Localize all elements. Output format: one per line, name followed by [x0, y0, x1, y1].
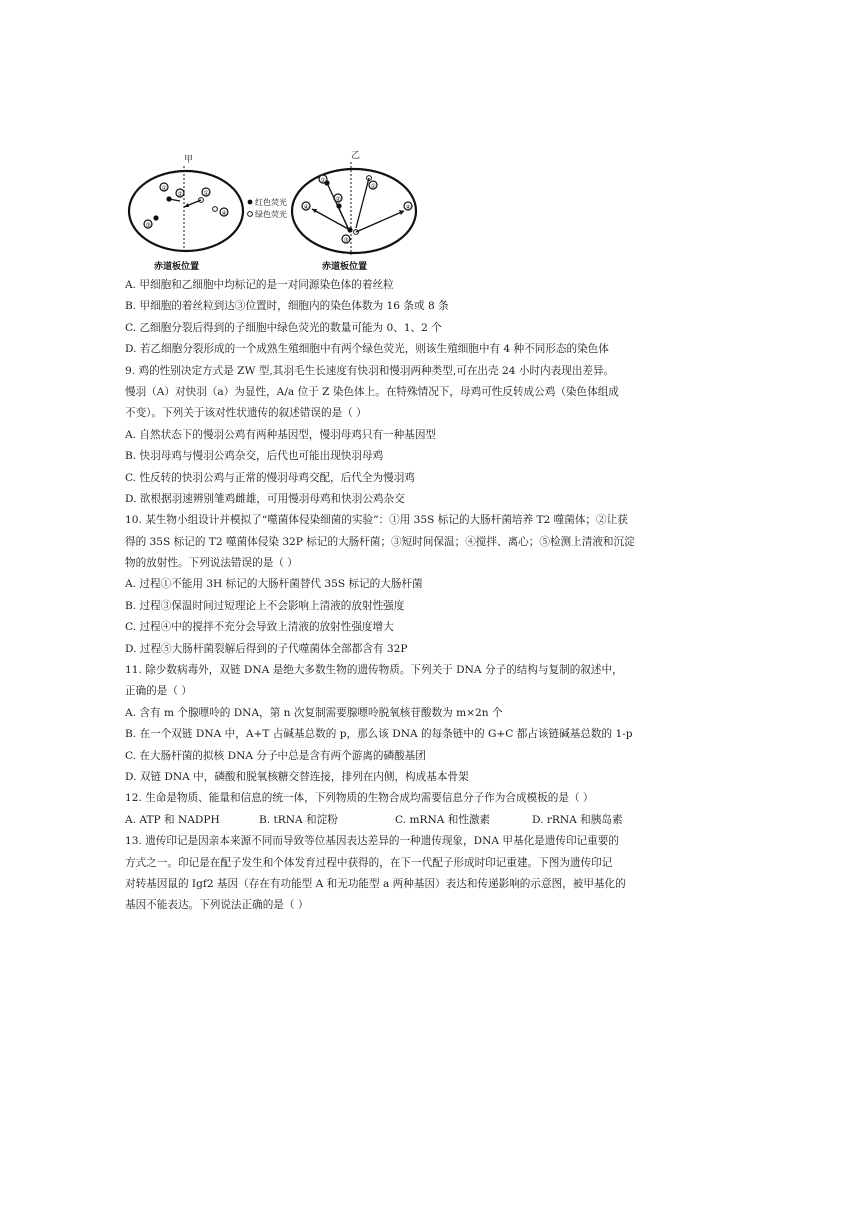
green-dot: [213, 207, 218, 212]
q10-stem-1: 10. 某生物小组设计并模拟了“噬菌体侵染细菌的实验”：①用 35S 标记的大肠杆菌培养 T2 噬菌体；②让获: [125, 514, 628, 527]
legend-red-label: 红色荧光: [255, 198, 287, 207]
q9-stem-3: 不变）。下列关于该对性状遗传的叙述错误的是（ ）: [125, 407, 367, 420]
legend-green-dot: [248, 212, 253, 217]
q12-option-d: D. rRNA 和胰岛素: [532, 813, 623, 826]
q13-stem-1: 13. 遗传印记是因亲本来源不同而导致等位基因表达差异的一种遗传现象，DNA 甲基化是遗传印记重要的: [125, 835, 619, 848]
q12-option-a: A. ATP 和 NADPH: [125, 813, 220, 826]
q10-option-a: A. 过程①不能用 3H 标记的大肠杆菌替代 35S 标记的大肠杆菌: [125, 578, 423, 591]
q9-option-c: C. 性反转的快羽公鸡与正常的慢羽母鸡交配，后代全为慢羽鸡: [125, 471, 415, 484]
q10-option-b: B. 过程③保温时间过短理论上不会影响上清液的放射性强度: [125, 599, 405, 612]
marker-label: ①: [370, 183, 376, 190]
q12-option-c: C. mRNA 和性激素: [395, 813, 491, 826]
q11-option-d: D. 双链 DNA 中，磷酸和脱氧核糖交替连接，排列在内侧，构成基本骨架: [125, 770, 469, 783]
cell-yi-outline: [292, 169, 416, 253]
q8-option-b: B. 甲细胞的着丝粒到达③位置时，细胞内的染色体数为 16 条或 8 条: [125, 300, 449, 313]
q10-option-c: C. 过程④中的搅拌不充分会导致上清液的放射性强度增大: [125, 621, 394, 634]
marker-label: ②: [335, 196, 341, 203]
label-yi: 乙: [351, 151, 361, 161]
q11-option-a: A. 含有 m 个腺嘌呤的 DNA，第 n 次复制需要腺嘌呤脱氧核苷酸数为 m×2n 个: [125, 706, 503, 719]
question-content: [125, 275, 685, 917]
marker-label: ②: [177, 191, 183, 198]
legend-red-dot: [248, 200, 253, 205]
q8-option-d: D. 若乙细胞分裂形成的一个成熟生殖细胞中有两个绿色荧光，则该生殖细胞中有 4 种不同形态的染色体: [125, 343, 609, 356]
caption-jia: 赤道板位置: [154, 262, 200, 272]
marker-label: ③: [145, 222, 151, 229]
marker-label: ①: [320, 177, 326, 184]
q10-option-d: D. 过程⑤大肠杆菌裂解后得到的子代噬菌体全部都含有 32P: [125, 642, 408, 655]
q11-stem-1: 11. 除少数病毒外，双链 DNA 是绝大多数生物的遗传物质。下列关于 DNA 分子的结构与复制的叙述中，: [125, 664, 623, 677]
marker-label: ①: [203, 190, 209, 197]
marker-label: ④: [303, 204, 309, 211]
q12-stem: 12. 生命是物质、能量和信息的统一体，下列物质的生物合成均需要信息分子作为合成模板的是（ ）: [125, 792, 594, 805]
q12-options: [125, 810, 685, 831]
q13-stem-4: 基因不能表达。下列说法正确的是（ ）: [125, 899, 309, 912]
marker-label: ④: [405, 204, 411, 211]
q11-option-c: C. 在大肠杆菌的拟核 DNA 分子中总是含有两个游离的磷酸基团: [125, 749, 426, 762]
legend-green-label: 绿色荧光: [255, 210, 287, 219]
red-dot: [153, 215, 158, 220]
q12-option-b: B. tRNA 和淀粉: [259, 813, 338, 826]
q11-stem-2: 正确的是（ ）: [125, 685, 192, 698]
q9-option-b: B. 快羽母鸡与慢羽公鸡杂交，后代也可能出现快羽母鸡: [125, 450, 384, 463]
q10-stem-2: 得的 35S 标记的 T2 噬菌体侵染 32P 标记的大肠杆菌；③短时间保温；④搅拌、离心；⑤检测上清液和沉淀: [125, 535, 635, 548]
q9-stem-2: 慢羽（A）对快羽（a）为显性，A/a 位于 Z 染色体上。在特殊情况下，母鸡可性反转成公鸡（染色体组成: [125, 385, 619, 398]
cell-division-figure: [124, 148, 436, 272]
q11-option-b: B. 在一个双链 DNA 中，A+T 占碱基总数的 p，那么该 DNA 的每条链中的 G+C 都占该链碱基总数的 1-p: [125, 728, 633, 741]
q10-stem-3: 物的放射性。下列说法错误的是（ ）: [125, 557, 298, 570]
q9-stem-1: 9. 鸡的性别决定方式是 ZW 型,其羽毛生长速度有快羽和慢羽两种类型,可在出壳 24 小时内表现出差异。: [125, 364, 615, 377]
chromosome-fluorescence-diagram: [124, 148, 436, 272]
q8-option-c: C. 乙细胞分裂后得到的子细胞中绿色荧光的数量可能为 0、1、2 个: [125, 321, 442, 334]
q9-option-a: A. 自然状态下的慢羽公鸡有两种基因型，慢羽母鸡只有一种基因型: [125, 428, 437, 441]
marker-label: ③: [343, 237, 349, 244]
q13-stem-3: 对转基因鼠的 Igf2 基因（存在有功能型 A 和无功能型 a 两种基因）表达和传递影响的示意图，被甲基化的: [125, 877, 626, 890]
marker-label: ①: [161, 185, 167, 192]
q13-stem-2: 方式之一。印记是在配子发生和个体发育过程中获得的，在下一代配子形成时印记重建。下图为遗传印记: [125, 856, 613, 869]
q8-option-a: A. 甲细胞和乙细胞中均标记的是一对同源染色体的着丝粒: [125, 279, 394, 291]
q9-option-d: D. 欲根据羽速辨别雏鸡雌雄，可用慢羽母鸡和快羽公鸡杂交: [125, 492, 405, 505]
caption-yi: 赤道板位置: [322, 262, 368, 272]
marker-label: ④: [221, 210, 227, 217]
label-jia: 甲: [184, 155, 194, 165]
